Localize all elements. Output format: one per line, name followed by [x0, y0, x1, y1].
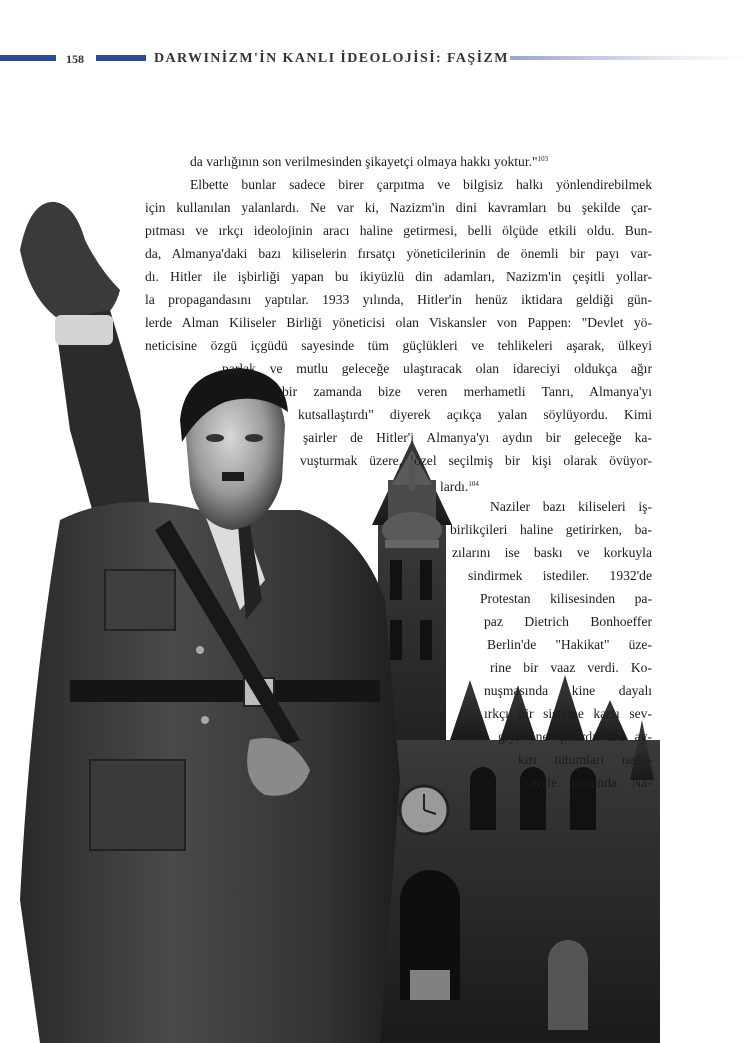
text-line: lardı.$^{104}$ [440, 479, 479, 494]
text-line: paz Dietrich Bonhoeffer [484, 614, 652, 629]
text-line: için kullanılan yalanlardı. Ne var ki, Nazizm'in dini kavramları bu şekilde çar- [145, 200, 652, 215]
text-line: Protestan kilisesinden pa- [480, 591, 652, 606]
footnote-ref: 104 [468, 480, 479, 488]
text-line: lerde Alman Kiliseler Birliği yöneticisi olan Viskansler von Pappen: "Devlet yö- [145, 315, 652, 330]
text-line: da, Almanya'daki bazı kiliselerin fırsatçı yöneticilerinin de önemli bir payı var- [145, 246, 652, 261]
text-line: Elbette bunlar sadece birer çarpıtma ve bilgisiz halkı yönlendirebilmek [190, 177, 652, 192]
text-line: neticisine özgü içgüdü sayesinde tüm güçlükleri ve tehlikeleri aşarak, ülkeyi [145, 338, 652, 353]
text-line: parlak ve mutlu geleceğe ulaştıracak olan idareciyi oldukça ağır [222, 361, 652, 376]
page-header [0, 50, 748, 70]
head [180, 368, 288, 530]
text-line: Berlin'de "Hakikat" üze- [487, 637, 652, 652]
text-line: pıtması ve ırkçı ideolojinin aracı haline getirmesi, belli ölçüde etkili oldu. Bun- [145, 223, 652, 238]
text-line: sindirmek istediler. 1932'de [468, 568, 652, 583]
text-line: dı. Hitler ile işbirliği yapan bu ikiyüzlü din adamları, Nazizm'in çeşitli yollar- [145, 269, 652, 284]
text-line: da varlığının son verilmesinden şikayetçi olmaya hakkı yoktur."$^{103}$ [190, 154, 549, 169]
raised-arm [20, 202, 150, 520]
text-line: kırı tutumları nede- [518, 752, 652, 767]
header-bar-left [0, 55, 56, 61]
running-title: DARWINİZM'İN KANLI İDEOLOJİSİ: FAŞİZM [154, 51, 509, 66]
header-bar-middle [96, 55, 146, 61]
text-line: rine bir vaaz verdi. Ko- [490, 660, 652, 675]
text-line: şairler de Hitler'i Almanya'yı aydın bir geleceğe ka- [303, 430, 652, 445]
text-line: giyi öne çıkardı. Bu ay- [498, 729, 652, 744]
text-line: la propagandasını yaptılar. 1933 yılında, Hitler'in henüz iktidara geldiği gün- [145, 292, 652, 307]
footnote-ref: 103 [537, 155, 549, 163]
page-number: 158 [66, 52, 84, 66]
text-line: niyle sonunda Na- [530, 775, 652, 790]
text-line: birlikçileri haline getirirken, ba- [450, 522, 652, 537]
text-line: ırkçı bir sisteme karşı sev- [484, 706, 652, 721]
text-line: zılarını ise baskı ve korkuyla [452, 545, 652, 560]
text-line: bir zamanda bize veren merhametli Tanrı, Almanya'yı [282, 384, 652, 399]
text-line: vuşturmak üzere, özel seçilmiş bir kişi olarak övüyor- [300, 453, 652, 468]
text-line: kutsallaştırdı" diyerek açıkça yalan söylüyordu. Kimi [298, 407, 652, 422]
text-line: Naziler bazı kiliseleri iş- [490, 499, 652, 514]
header-bar-right [510, 56, 748, 60]
uniformed-figure [20, 502, 400, 1043]
text-line: nuşmasında kine dayalı [484, 683, 652, 698]
